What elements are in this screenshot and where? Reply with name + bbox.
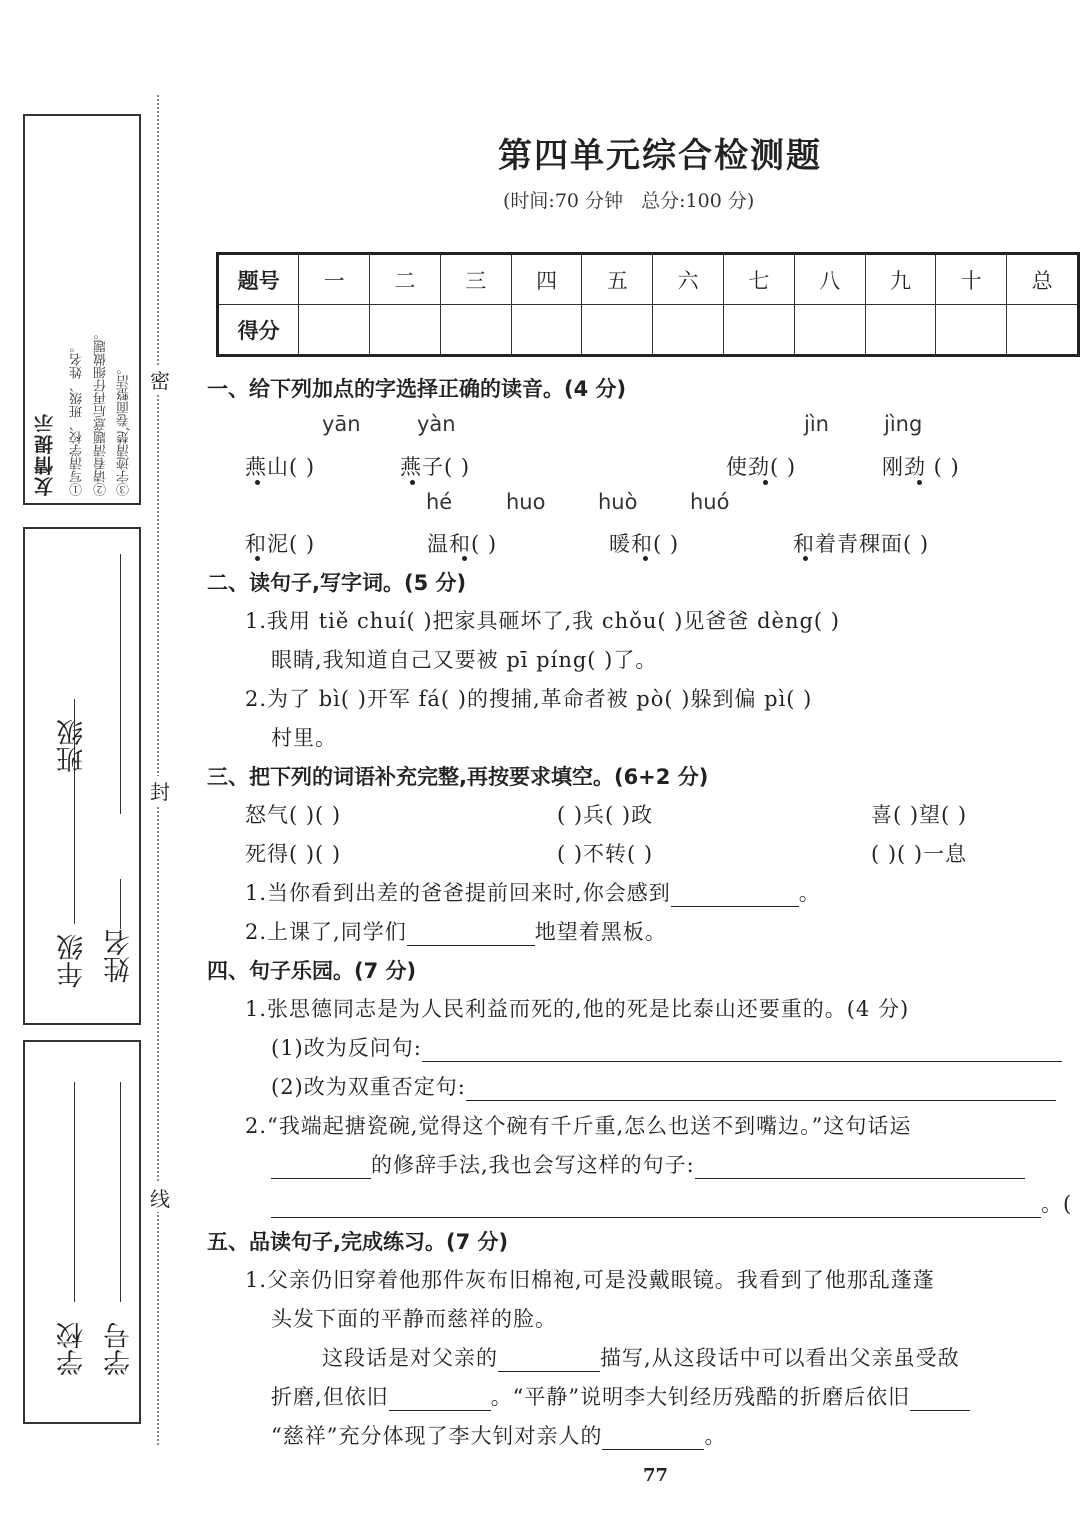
answer-blank[interactable] (407, 923, 535, 946)
question-text: “慈祥”充分体现了李大钊对亲人的 (271, 1424, 603, 1448)
idiom-item: 死得( )( ) (245, 842, 342, 866)
question-line: 1.我用 tiě chuí( )把家具砸坏了,我 chǒu( )见爸爸 dèng( ) (245, 609, 840, 633)
name-field[interactable] (101, 554, 141, 814)
fill-question (245, 877, 821, 907)
emphasis-dot (763, 480, 768, 485)
question-line: 2.“我端起搪瓷碗,觉得这个碗有千斤重,怎么也送不到嘴边。”这句话运 (245, 1114, 912, 1138)
emphasis-dot (462, 556, 467, 561)
col-4: 四 (511, 254, 582, 305)
word-item: 和泥( ) (245, 532, 316, 556)
question-end: 。 (798, 881, 821, 905)
word-item: 暖和( ) (609, 532, 680, 556)
school-number-box (23, 1040, 141, 1424)
seal-mark-xian: 线 (148, 1183, 172, 1212)
col-8: 八 (794, 254, 865, 305)
score-table-score-row (218, 305, 1079, 356)
question-end: 。( (1041, 1192, 1073, 1216)
pinyin: huó (690, 490, 730, 514)
idiom-item: ( )兵( )政 (557, 803, 654, 827)
number-label: 学号 (104, 1322, 135, 1376)
answer-blank[interactable] (910, 1388, 970, 1411)
question-text: 折磨,但依旧 (271, 1385, 389, 1409)
seal-mark-feng: 封 (148, 776, 172, 805)
question-text: 这段话是对父亲的 (322, 1346, 498, 1370)
pinyin: jìn (804, 412, 829, 436)
col-3: 三 (440, 254, 511, 305)
word-item: 刚劲 ( ) (882, 455, 960, 479)
class-label: 班级 (57, 719, 88, 773)
col-10: 十 (936, 254, 1007, 305)
answer-blank[interactable] (389, 1388, 491, 1411)
pinyin: yàn (417, 412, 456, 436)
question-text: 2.上课了,同学们 (245, 920, 407, 944)
question-number-label: 题号 (218, 254, 299, 305)
fill-question (245, 916, 667, 946)
score-cell[interactable] (936, 305, 1007, 356)
grade-label: 年级 (57, 934, 88, 988)
answer-blank[interactable] (271, 1156, 371, 1179)
pinyin: huo (506, 490, 546, 514)
question-line: 1.张思德同志是为人民利益而死的,他的死是比泰山还要重的。(4 分) (245, 997, 910, 1021)
pinyin: yān (322, 412, 361, 436)
fill-question (271, 1420, 726, 1450)
answer-blank[interactable] (695, 1156, 1025, 1179)
pinyin: hé (426, 490, 453, 514)
idiom-item: 怒气( )( ) (245, 803, 342, 827)
score-cell[interactable] (299, 305, 370, 356)
section-3-heading: 三、把下列的词语补充完整,再按要求填空。(6+2 分) (207, 765, 709, 789)
school-field[interactable] (55, 1082, 95, 1302)
seal-mark-mi: 密 (148, 365, 172, 394)
grade-class-name-box (23, 527, 141, 1025)
idiom-item: ( )不转( ) (557, 842, 654, 866)
score-table-header-row (218, 254, 1079, 305)
emphasis-dot (643, 556, 648, 561)
name-label: 姓名 (104, 929, 135, 983)
answer-blank[interactable] (498, 1349, 600, 1372)
class-field[interactable] (55, 549, 95, 709)
tips-heading: 友情提示 (34, 412, 56, 496)
emphasis-dot (255, 556, 260, 561)
score-cell[interactable] (1007, 305, 1079, 356)
section-2-heading: 二、读句子,写字词。(5 分) (207, 571, 467, 595)
fill-question (271, 1188, 1072, 1218)
fill-question (271, 1381, 970, 1411)
score-cell[interactable] (370, 305, 441, 356)
question-line: 眼睛,我知道自己又要被 pī píng( )了。 (271, 648, 658, 672)
emphasis-dot (410, 480, 415, 485)
exam-info: (时间:70 分钟 总分:100 分) (503, 190, 755, 212)
word-item: 燕山( ) (245, 455, 316, 479)
score-cell[interactable] (511, 305, 582, 356)
word-item: 使劲( ) (726, 455, 797, 479)
page-title: 第四单元综合检测题 (498, 136, 822, 176)
question-text: (1)改为反问句: (271, 1036, 422, 1060)
answer-blank[interactable] (422, 1039, 1062, 1062)
col-2: 二 (370, 254, 441, 305)
emphasis-dot (917, 480, 922, 485)
word-item: 燕子( ) (400, 455, 471, 479)
question-end: 。 (704, 1424, 727, 1448)
col-total: 总 (1007, 254, 1079, 305)
tip-2: ②请看清题意后再仔细做题。 (94, 327, 109, 496)
question-line: 2.为了 bì( )开军 fá( )的搜捕,革命者被 pò( )躲到偏 pì( ) (245, 687, 813, 711)
word-item: 和着青稞面( ) (793, 532, 930, 556)
page-number: 77 (643, 1465, 669, 1486)
score-table (216, 252, 1080, 357)
school-label: 学校 (57, 1322, 88, 1376)
question-line: 村里。 (271, 726, 337, 750)
section-5-heading: 五、品读句子,完成练习。(7 分) (207, 1230, 509, 1254)
question-text: 描写,从这段话中可以看出父亲虽受敌 (600, 1346, 960, 1370)
idiom-item: ( )( )一息 (871, 842, 968, 866)
word-item: 温和( ) (427, 532, 498, 556)
pinyin: jìng (884, 412, 923, 436)
answer-blank[interactable] (466, 1078, 1056, 1101)
col-1: 一 (299, 254, 370, 305)
passage-line: 1.父亲仍旧穿着他那件灰布旧棉袍,可是没戴眼镜。我看到了他那乱蓬蓬 (245, 1268, 935, 1292)
fill-question (271, 1032, 1062, 1062)
fill-question (322, 1342, 960, 1372)
question-end: 地望着黑板。 (534, 920, 667, 944)
answer-blank[interactable] (602, 1427, 704, 1450)
col-5: 五 (582, 254, 653, 305)
score-cell[interactable] (440, 305, 511, 356)
question-text: (2)改为双重否定句: (271, 1075, 466, 1099)
section-4-heading: 四、句子乐园。(7 分) (207, 959, 417, 983)
col-6: 六 (653, 254, 724, 305)
binding-line (157, 95, 159, 1445)
col-7: 七 (724, 254, 795, 305)
fill-question (271, 1149, 1025, 1179)
pinyin: huò (598, 490, 638, 514)
score-cell[interactable] (794, 305, 865, 356)
answer-blank[interactable] (671, 884, 799, 907)
answer-blank[interactable] (271, 1195, 1041, 1218)
question-text: 。“平静”说明李大钊经历残酷的折磨后依旧 (490, 1385, 911, 1409)
section-1-heading: 一、给下列加点的字选择正确的读音。(4 分) (207, 377, 627, 401)
question-text: 的修辞手法,我也会写这样的句子: (371, 1153, 695, 1177)
score-cell[interactable] (653, 305, 724, 356)
score-label: 得分 (218, 305, 299, 356)
idiom-item: 喜( )望( ) (871, 803, 968, 827)
tip-3: ③字迹清楚,卷面整洁。 (117, 361, 132, 496)
emphasis-dot (255, 480, 260, 485)
emphasis-dot (803, 556, 808, 561)
score-cell[interactable] (724, 305, 795, 356)
col-9: 九 (865, 254, 936, 305)
passage-line: 头发下面的平静而慈祥的脸。 (271, 1307, 557, 1331)
fill-question (271, 1071, 1056, 1101)
tips-box (23, 114, 141, 505)
score-cell[interactable] (865, 305, 936, 356)
score-cell[interactable] (582, 305, 653, 356)
number-field[interactable] (101, 1082, 141, 1302)
question-text: 1.当你看到出差的爸爸提前回来时,你会感到 (245, 881, 671, 905)
tip-1: ①写清学校、班级、姓名。 (70, 340, 85, 496)
